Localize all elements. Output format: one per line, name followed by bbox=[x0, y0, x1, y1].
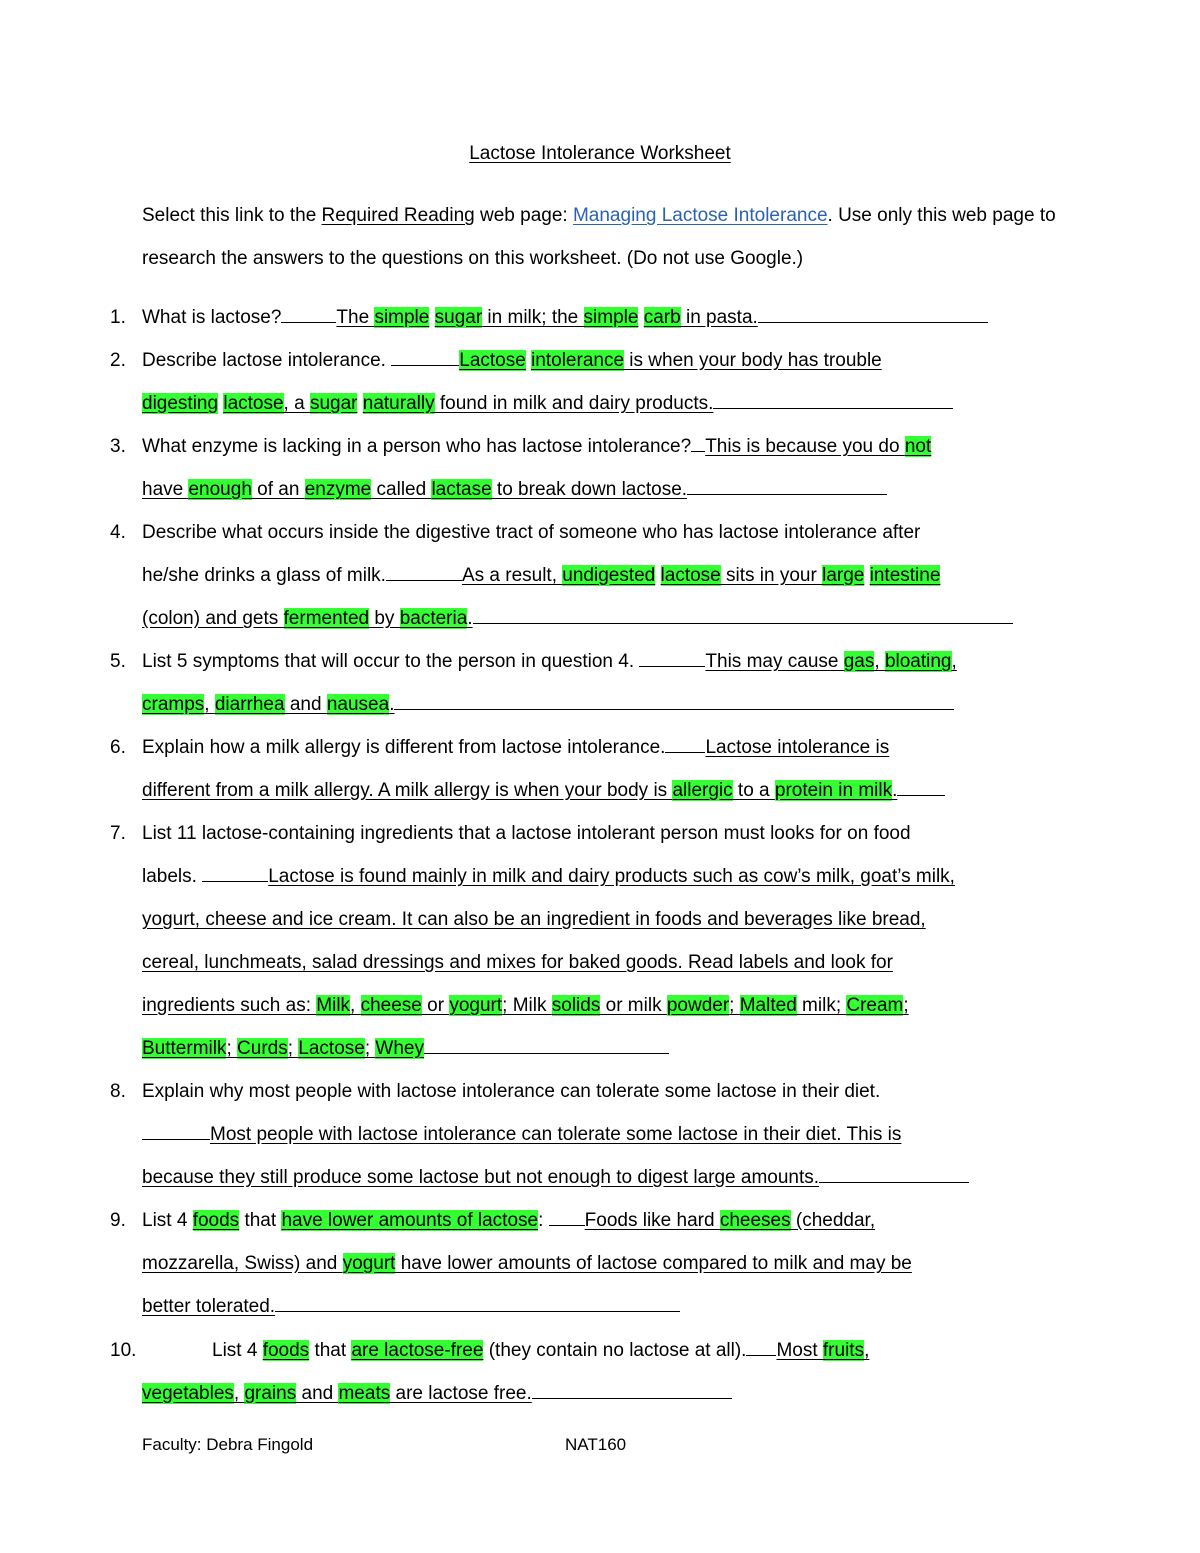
highlight: are lactose-free bbox=[351, 1340, 484, 1361]
highlight: lactase bbox=[431, 479, 492, 500]
highlight: solids bbox=[551, 995, 601, 1016]
highlight: Milk bbox=[316, 995, 351, 1016]
highlight: sugar bbox=[309, 393, 358, 414]
question-4-line-1 bbox=[142, 511, 920, 554]
question-7-line-6: Buttermilk; Curds; Lactose; Whey bbox=[142, 1027, 669, 1070]
question-7-line-1 bbox=[142, 812, 911, 855]
answer-blank bbox=[713, 390, 953, 409]
question-number: 1. bbox=[110, 307, 126, 328]
answer-blank bbox=[758, 304, 988, 323]
question-8-line-1 bbox=[142, 1070, 880, 1113]
highlight: Cream bbox=[846, 995, 904, 1016]
answer-blank bbox=[549, 1207, 585, 1226]
question-7-line-2: labels. Lactose is found mainly in milk and dairy products such as cow’s milk, goat’s milk, bbox=[142, 855, 955, 898]
highlight: foods bbox=[262, 1340, 310, 1361]
highlight: allergic bbox=[672, 780, 733, 801]
highlight: have lower amounts of lactose bbox=[281, 1210, 539, 1231]
question-7-line-3: yogurt, cheese and ice cream. It can also be an ingredient in foods and beverages like bread, bbox=[142, 909, 926, 930]
question-5-line-2: cramps, diarrhea and nausea. bbox=[142, 683, 954, 726]
footer-course: NAT160 bbox=[565, 1435, 627, 1454]
question-10-line-2: vegetables, grains and meats are lactose free. bbox=[142, 1372, 732, 1415]
highlight: intolerance bbox=[531, 350, 625, 371]
answer-blank bbox=[386, 562, 462, 581]
question-prompt: List 5 symptoms that will occur to the person in question 4. bbox=[142, 651, 640, 672]
highlight: gas bbox=[843, 651, 875, 672]
question-2-line-2: digesting lactose, a sugar naturally found in milk and dairy products. bbox=[142, 382, 953, 425]
question-number: 6. bbox=[110, 737, 126, 758]
answer-blank bbox=[687, 476, 887, 495]
highlight: powder bbox=[666, 995, 730, 1016]
question-6-line-2: different from a milk allergy. A milk allergy is when your body is allergic to a protein in milk. bbox=[142, 769, 945, 812]
question-3-line-1: What enzyme is lacking in a person who has lactose intolerance? This is because you do not bbox=[142, 425, 931, 468]
managing-lactose-intolerance-link[interactable]: Managing Lactose Intolerance bbox=[572, 205, 828, 226]
question-prompt: labels. bbox=[142, 866, 203, 887]
highlight: protein in milk bbox=[774, 780, 893, 801]
highlight: cheeses bbox=[719, 1210, 791, 1231]
question-2-line-1: Describe lactose intolerance. Lactose intolerance is when your body has trouble bbox=[142, 339, 882, 382]
highlight: Lactose bbox=[459, 350, 526, 371]
highlight: fruits bbox=[822, 1340, 865, 1361]
answer-blank bbox=[281, 304, 336, 323]
answer-blank bbox=[275, 1293, 680, 1312]
question-9-line-3: better tolerated. bbox=[142, 1285, 680, 1328]
page-title: Lactose Intolerance Worksheet bbox=[469, 143, 731, 164]
question-6-line-1: Explain how a milk allergy is different from lactose intolerance. Lactose intolerance is bbox=[142, 726, 889, 769]
question-number: 4. bbox=[110, 522, 126, 543]
question-4-line-2: he/she drinks a glass of milk. As a result, undigested lactose sits in your large intestine bbox=[142, 554, 940, 597]
highlight: not bbox=[904, 436, 932, 457]
question-prompt: Explain how a milk allergy is different from lactose intolerance. bbox=[142, 737, 666, 758]
highlight: yogurt bbox=[449, 995, 503, 1016]
intro-text-3: . Use only this web page to research the answers to the questions on this worksheet. (Do not use Google.) bbox=[142, 205, 1056, 269]
highlight: fermented bbox=[283, 608, 370, 629]
answer-blank bbox=[532, 1380, 732, 1399]
question-prompt: What enzyme is lacking in a person who has lactose intolerance? bbox=[142, 436, 692, 457]
highlight: meats bbox=[338, 1383, 391, 1404]
answer-blank bbox=[897, 777, 945, 796]
question-number: 3. bbox=[110, 436, 126, 457]
question-5-line-1: List 5 symptoms that will occur to the person in question 4. This may cause gas, bloating, bbox=[142, 640, 957, 683]
question-7-line-4: cereal, lunchmeats, salad dressings and mixes for baked goods. Read labels and look for bbox=[142, 952, 893, 973]
highlight: Whey bbox=[375, 1038, 424, 1059]
question-prompt: Explain why most people with lactose intolerance can tolerate some lactose in their diet. bbox=[142, 1081, 881, 1102]
highlight: carb bbox=[643, 307, 681, 328]
highlight: foods bbox=[192, 1210, 240, 1231]
answer-blank bbox=[746, 1337, 776, 1356]
answer-blank bbox=[142, 1121, 210, 1140]
answer-blank bbox=[473, 605, 1013, 624]
highlight: digesting bbox=[142, 393, 219, 414]
highlight: cheese bbox=[360, 995, 422, 1016]
answer-blank bbox=[691, 433, 705, 452]
highlight: simple bbox=[583, 307, 639, 328]
answer-blank bbox=[202, 863, 268, 882]
question-10-line-1: List 4 foods that are lactose-free (they contain no lactose at all). Most fruits, bbox=[212, 1329, 869, 1372]
question-number: 8. bbox=[110, 1081, 126, 1102]
question-9-line-2: mozzarella, Swiss) and yogurt have lower amounts of lactose compared to milk and may be bbox=[142, 1253, 912, 1274]
footer-faculty: Faculty: Debra Fingold bbox=[142, 1435, 314, 1454]
highlight: undigested bbox=[562, 565, 656, 586]
highlight: lactose bbox=[660, 565, 721, 586]
question-number: 9. bbox=[110, 1210, 126, 1231]
question-4-line-3: (colon) and gets fermented by bacteria. bbox=[142, 597, 1013, 640]
answer-blank bbox=[391, 347, 459, 366]
question-1-line: What is lactose? The simple sugar in milk; the simple carb in pasta. bbox=[142, 296, 988, 339]
highlight: Buttermilk bbox=[142, 1038, 227, 1059]
question-prompt: he/she drinks a glass of milk. bbox=[142, 565, 386, 586]
highlight: nausea bbox=[326, 694, 390, 715]
question-7-line-5: ingredients such as: Milk, cheese or yogurt; Milk solids or milk powder; Malted milk; Cream; bbox=[142, 995, 909, 1016]
intro-paragraph bbox=[142, 194, 1072, 280]
question-3-line-2: have enough of an enzyme called lactase to break down lactose. bbox=[142, 468, 887, 511]
question-prompt: What is lactose? bbox=[142, 307, 282, 328]
highlight: Lactose bbox=[298, 1038, 365, 1059]
question-prompt: Describe what occurs inside the digestive tract of someone who has lactose intolerance after bbox=[142, 522, 921, 543]
highlight: intestine bbox=[869, 565, 941, 586]
question-prompt: Describe lactose intolerance. bbox=[142, 350, 392, 371]
highlight: naturally bbox=[362, 393, 435, 414]
highlight: lactose bbox=[223, 393, 284, 414]
question-number: 7. bbox=[110, 823, 126, 844]
answer-blank bbox=[394, 691, 954, 710]
intro-text-2: web page: bbox=[474, 205, 573, 226]
highlight: vegetables bbox=[142, 1383, 234, 1404]
highlight: grains bbox=[244, 1383, 297, 1404]
intro-text-1: Select this link to the bbox=[142, 205, 322, 226]
question-8-line-3: because they still produce some lactose but not enough to digest large amounts. bbox=[142, 1156, 969, 1199]
required-reading-text: Required Reading bbox=[321, 205, 475, 226]
highlight: sugar bbox=[434, 307, 483, 328]
highlight: large bbox=[822, 565, 865, 586]
question-number: 2. bbox=[110, 350, 126, 371]
answer-blank bbox=[665, 734, 705, 753]
question-prompt: List 11 lactose-containing ingredients that a lactose intolerant person must looks for on food bbox=[142, 823, 911, 844]
answer-blank bbox=[424, 1035, 669, 1054]
highlight: bloating bbox=[884, 651, 952, 672]
highlight: Malted bbox=[739, 995, 797, 1016]
highlight: Curds bbox=[237, 1038, 288, 1059]
highlight: cramps bbox=[142, 694, 205, 715]
question-8-line-2: Most people with lactose intolerance can tolerate some lactose in their diet. This is bbox=[142, 1113, 901, 1156]
highlight: enough bbox=[188, 479, 252, 500]
answer-blank bbox=[819, 1164, 969, 1183]
highlight: diarrhea bbox=[214, 694, 285, 715]
question-9-line-1: List 4 foods that have lower amounts of lactose: Foods like hard cheeses (cheddar, bbox=[142, 1199, 875, 1242]
highlight: bacteria bbox=[399, 608, 468, 629]
highlight: simple bbox=[374, 307, 430, 328]
question-number: 5. bbox=[110, 651, 126, 672]
highlight: yogurt bbox=[342, 1253, 396, 1274]
question-number: 10. bbox=[110, 1340, 137, 1361]
answer-blank bbox=[639, 648, 705, 667]
highlight: enzyme bbox=[304, 479, 372, 500]
